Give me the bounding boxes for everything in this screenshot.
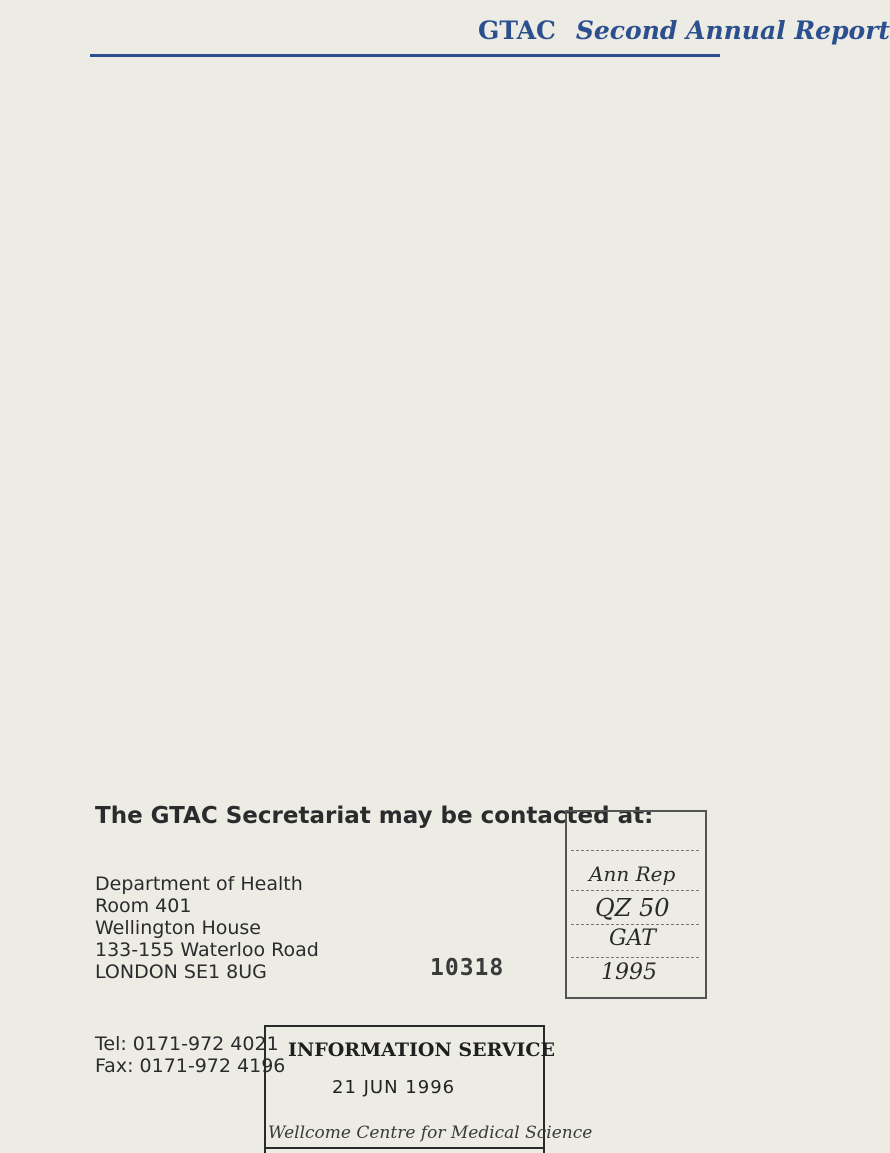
label-line-1: Ann Rep — [589, 862, 676, 886]
address-line: 133-155 Waterloo Road — [95, 939, 319, 961]
library-label — [565, 810, 707, 999]
contact-intro: The GTAC Secretariat may be contacted at: — [95, 803, 654, 829]
report-header — [478, 16, 890, 45]
address-line: Department of Health — [95, 873, 303, 895]
label-line-4: 1995 — [601, 960, 657, 985]
contact-block — [95, 1033, 285, 1077]
stamp-date: 21 JUN 1996 — [332, 1077, 456, 1098]
header-subtitle: Second Annual Report — [575, 16, 890, 45]
stamp-rule — [266, 1147, 543, 1149]
address-line: Wellington House — [95, 917, 261, 939]
label-rule — [571, 890, 699, 891]
label-line-2: QZ 50 — [595, 894, 670, 922]
label-line-3: GAT — [609, 926, 656, 951]
label-rule — [571, 957, 699, 958]
header-rule — [90, 54, 720, 57]
label-rule — [571, 850, 699, 851]
stamp-footer: Wellcome Centre for Medical Science — [268, 1123, 593, 1143]
accession-number: 10318 — [430, 955, 505, 981]
header-org: GTAC — [478, 16, 556, 45]
label-rule — [571, 924, 699, 925]
stamp-heading: INFORMATION SERVICE — [288, 1039, 555, 1061]
address-line: Room 401 — [95, 895, 192, 917]
address-line: LONDON SE1 8UG — [95, 961, 267, 983]
address-block — [95, 873, 319, 983]
fax: Fax: 0171-972 4196 — [95, 1055, 286, 1077]
information-service-stamp — [264, 1025, 593, 1153]
telephone: Tel: 0171-972 4021 — [95, 1033, 279, 1055]
